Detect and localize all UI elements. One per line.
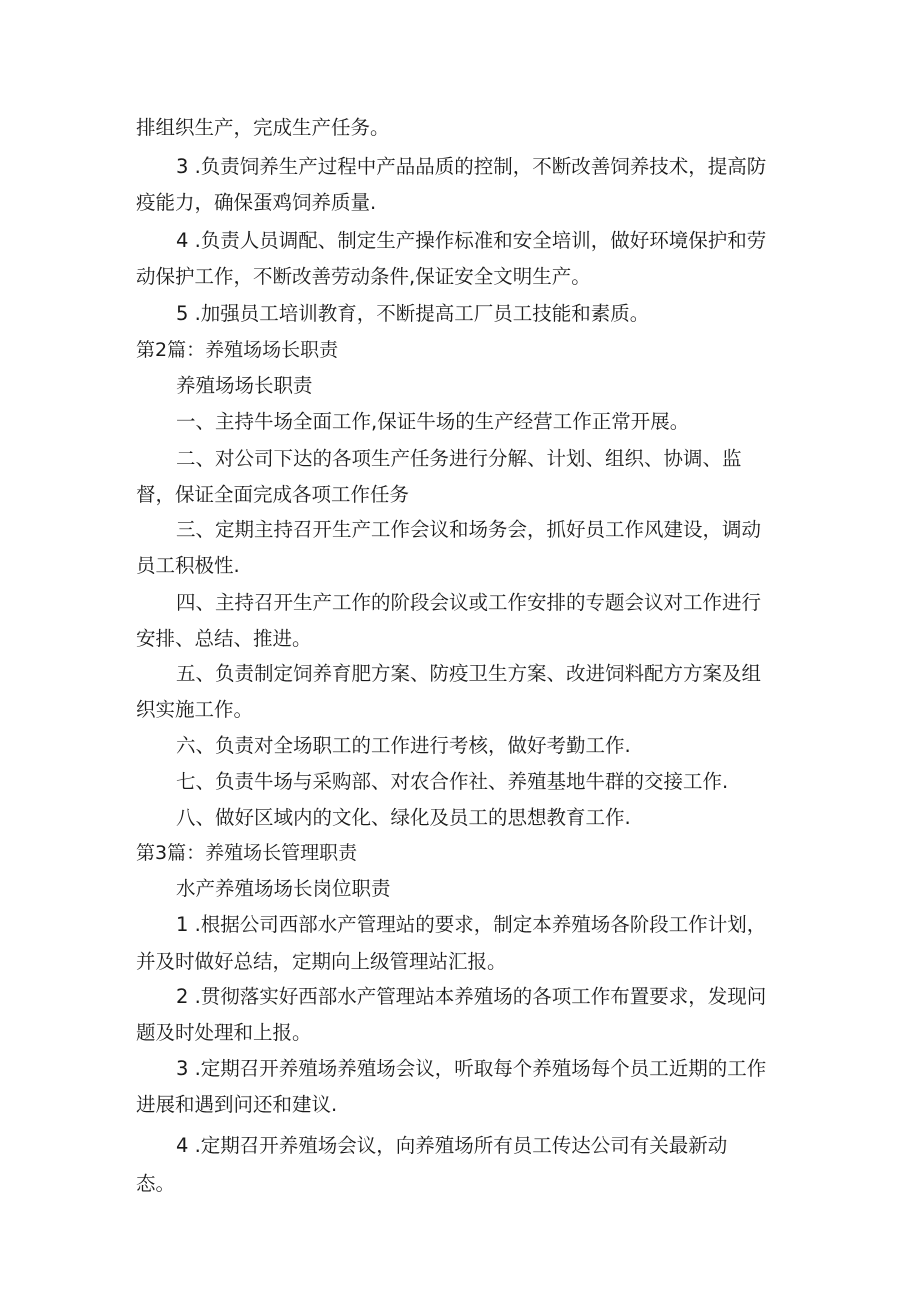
text-line: 安排、总结、推进。 <box>136 627 312 650</box>
text-line: 七、负责牛场与采购部、对农合作社、养殖基地牛群的交接工作. <box>176 770 729 793</box>
section-subtitle: 养殖场场长职责 <box>176 374 313 397</box>
text-line: 并及时做好总结，定期向上级管理站汇报。 <box>136 950 507 973</box>
text-line: 八、做好区域内的文化、绿化及员工的思想教育工作. <box>176 806 631 829</box>
section-subtitle: 水产养殖场场长岗位职责 <box>176 877 391 900</box>
text-line: 五、负责制定饲养育肥方案、防疫卫生方案、改进饲料配方方案及组 <box>176 662 762 685</box>
text-line: 织实施工作。 <box>136 698 254 721</box>
text-line: 题及时处理和上报。 <box>136 1021 312 1044</box>
text-line: 四、主持召开生产工作的阶段会议或工作安排的专题会议对工作进行 <box>176 591 762 614</box>
text-line: 六、负责对全场职工的工作进行考核，做好考勤工作. <box>176 734 631 757</box>
text-line: 3 .负责饲养生产过程中产品品质的控制，不断改善饲养技术，提高防 <box>176 155 767 178</box>
text-line: 排组织生产，完成生产任务。 <box>136 116 390 139</box>
text-line: 督，保证全面完成各项工作任务 <box>136 483 410 506</box>
text-line: 5 .加强员工培训教育，不断提高工厂员工技能和素质。 <box>176 302 650 325</box>
text-line: 疫能力，确保蛋鸡饲养质量. <box>136 191 377 214</box>
text-line: 4 .负责人员调配、制定生产操作标准和安全培训，做好环境保护和劳 <box>176 229 767 252</box>
text-line: 动保护工作，不断改善劳动条件,保证安全文明生产。 <box>136 265 591 288</box>
text-line: 进展和遇到问还和建议. <box>136 1093 338 1116</box>
text-line: 2 .贯彻落实好西部水产管理站本养殖场的各项工作布置要求，发现问 <box>176 985 767 1008</box>
text-line: 态。 <box>136 1172 176 1195</box>
section-heading: 第3篇：养殖场长管理职责 <box>136 842 358 864</box>
text-line: 二、对公司下达的各项生产任务进行分解、计划、组织、协调、监 <box>176 447 742 470</box>
text-line: 4 .定期召开养殖场会议，向养殖场所有员工传达公司有关最新动 <box>176 1134 728 1157</box>
text-line: 员工积极性. <box>136 554 240 577</box>
text-line: 三、定期主持召开生产工作会议和场务会，抓好员工作风建设，调动 <box>176 518 762 541</box>
section-heading: 第2篇：养殖场场长职责 <box>136 339 339 361</box>
text-line: 1 .根据公司西部水产管理站的要求，制定本养殖场各阶段工作计划， <box>176 913 767 936</box>
text-line: 3 .定期召开养殖场养殖场会议，听取每个养殖场每个员工近期的工作 <box>176 1057 767 1080</box>
text-line: 一、主持牛场全面工作,保证牛场的生产经营工作正常开展。 <box>176 410 690 433</box>
